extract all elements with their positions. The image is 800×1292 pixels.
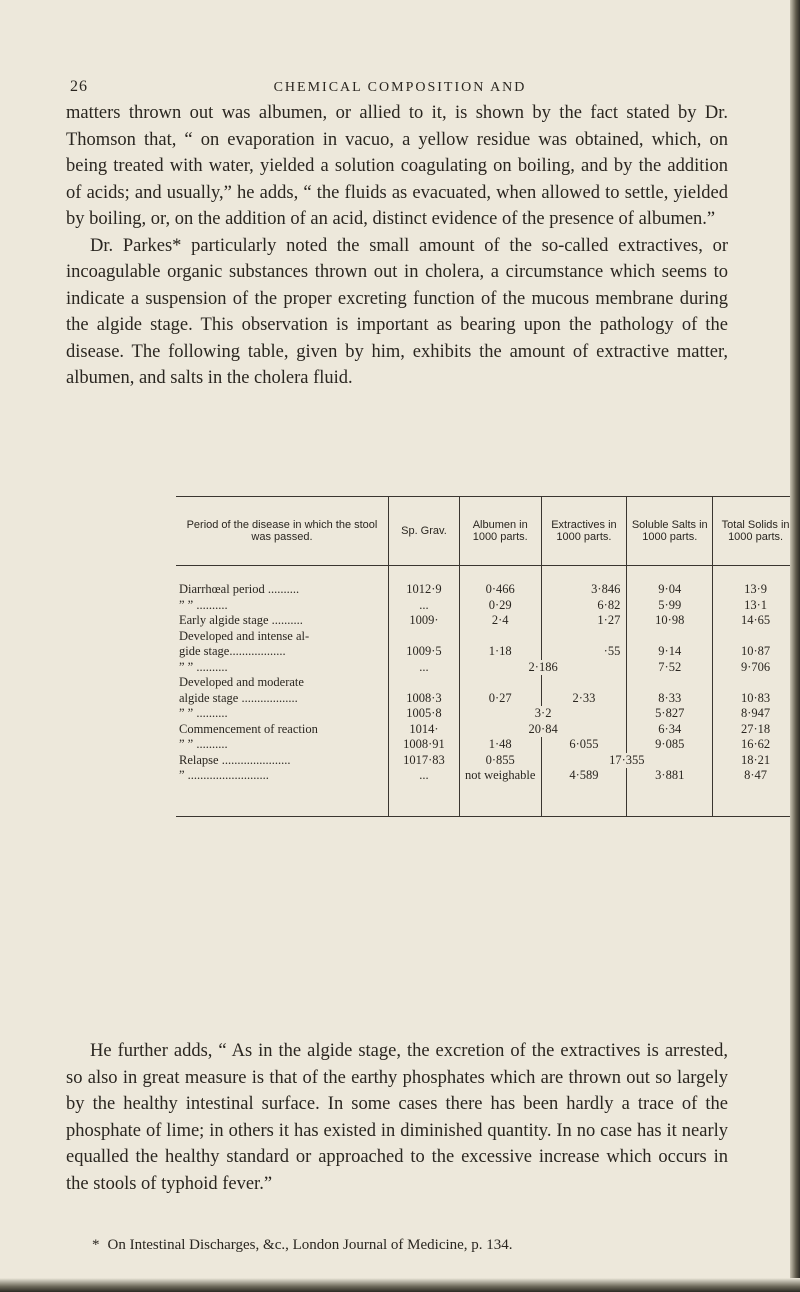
cell-period: Commencement of reaction xyxy=(179,721,318,736)
col-header-total-solids: Total Solids in 1000 parts. xyxy=(713,497,798,566)
cell-total-solids: 13·1 xyxy=(713,598,798,614)
cell-extractives-salts-combined: 17·355 xyxy=(541,753,713,769)
paragraph: matters thrown out was albumen, or allied to it, is shown by the fact stated by Dr. Thomson that, “ on evaporation in vacuo, a yellow residue was obtained, which, on being treated with water, yielded a solution coagulating on boiling, and by the addition of acids; and usually,” he adds, “ the fluids as evacuated, when allowed to settle, yielded by boiling, or, on the addition of an acid, distinct evidence of the presence of albumen.” xyxy=(66,103,728,229)
cell-sp-grav: 1017·83 xyxy=(388,753,459,769)
cell-sp-grav: 1012·9 xyxy=(388,566,459,598)
table-row xyxy=(176,706,798,722)
cell-sp-grav: ... xyxy=(388,598,459,614)
page-bottom-shadow xyxy=(0,1278,800,1292)
col-header-sp-grav: Sp. Grav. xyxy=(388,497,459,566)
cell-albumen-extractives-combined: 2·186 xyxy=(459,660,626,676)
paragraph: Dr. Parkes* particularly noted the small amount of the so-called extractives, or incoagulable organic substances thrown out in cholera, a circumstance which seems to indicate a suspension of the proper excreting function of the mucous membrane during the algide stage. This observation is important as bearing upon the pathology of the disease. The following table, given by him, exhibits the amount of extractive matter, albumen, and salts in the cholera fluid. xyxy=(66,235,728,388)
cell-soluble-salts: 10·98 xyxy=(627,613,713,629)
cell-sp-grav: 1008·91 xyxy=(388,737,459,753)
cell-albumen: 0·855 xyxy=(459,753,541,769)
cell-albumen: 0·29 xyxy=(459,598,541,614)
cell-albumen: 0·27 xyxy=(459,691,541,707)
cell-period: ” ” .......... xyxy=(179,706,228,720)
cell-total-solids: 8·47 xyxy=(713,768,798,816)
cell-soluble-salts xyxy=(627,675,713,691)
cell-period: ” ” .......... xyxy=(179,659,228,674)
cell-sp-grav: 1014· xyxy=(388,722,459,738)
table-row xyxy=(176,566,798,598)
table-row xyxy=(176,629,798,645)
cell-extractives: ·55 xyxy=(541,644,627,660)
cell-albumen: 2·4 xyxy=(459,613,541,629)
cell-extractives: 6·82 xyxy=(541,598,627,614)
cell-period: ” ” .......... xyxy=(179,597,228,612)
table-row xyxy=(176,753,798,769)
col-header-extractives: Extractives in 1000 parts. xyxy=(541,497,627,566)
cell-soluble-salts: 9·14 xyxy=(627,644,713,660)
cell-soluble-salts xyxy=(627,629,713,645)
cell-albumen: not weighable xyxy=(459,768,541,816)
table-row xyxy=(176,598,798,614)
cell-soluble-salts: 9·085 xyxy=(627,737,713,753)
cell-period: Developed and intense al- xyxy=(179,628,310,643)
cell-sp-grav: 1009·5 xyxy=(388,644,459,660)
footnote-text: On Intestinal Discharges, &c., London Journal of Medicine, p. 134. xyxy=(107,1237,513,1253)
table-row xyxy=(176,613,798,629)
cell-total-solids: 27·18 xyxy=(713,722,798,738)
cell-sp-grav: 1008·3 xyxy=(388,691,459,707)
body-text-top xyxy=(66,100,728,392)
cholera-fluid-table xyxy=(176,496,798,817)
cell-period: ” .......................... xyxy=(176,768,388,816)
table-row xyxy=(176,722,798,738)
cell-albumen xyxy=(459,629,541,645)
cell-sp-grav xyxy=(388,629,459,645)
cell-extractives xyxy=(541,675,627,691)
table-row xyxy=(176,675,798,691)
cell-period: gide stage.................. xyxy=(179,644,286,658)
cell-period: Early algide stage .......... xyxy=(179,613,303,627)
table-row xyxy=(176,768,798,816)
cell-sp-grav: 1009· xyxy=(388,613,459,629)
cell-soluble-salts: 6·34 xyxy=(627,722,713,738)
cell-sp-grav: 1005·8 xyxy=(388,706,459,722)
cell-soluble-salts: 9·04 xyxy=(627,566,713,598)
cell-soluble-salts: 7·52 xyxy=(627,660,713,676)
cell-albumen-extractives-combined: 20·84 xyxy=(459,722,626,738)
cell-sp-grav: ... xyxy=(388,660,459,676)
cell-period: Developed and moderate xyxy=(179,675,304,689)
cell-soluble-salts: 8·33 xyxy=(627,691,713,707)
cell-period: ” ” .......... xyxy=(179,737,228,751)
cell-extractives: 1·27 xyxy=(541,613,627,629)
cell-total-solids: 14·65 xyxy=(713,613,798,629)
paragraph: He further adds, “ As in the algide stage, the excretion of the extractives is arrested, so also in great measure is that of the earthy phosphates which are thrown out so largely by the healthy intestinal surface. In some cases there has been hardly a trace of the phosphate of lime; in others it has existed in diminished quantity. In no case has it nearly equalled the healthy standard or approached to the excessive increase which occurs in the stools of typhoid fever.” xyxy=(66,1041,728,1194)
cell-total-solids: 18·21 xyxy=(713,753,798,769)
cell-total-solids xyxy=(713,629,798,645)
cell-albumen: 0·466 xyxy=(459,566,541,598)
cell-albumen xyxy=(459,675,541,691)
col-header-albumen: Albumen in 1000 parts. xyxy=(459,497,541,566)
table-row xyxy=(176,691,798,707)
table-row xyxy=(176,644,798,660)
cell-period: algide stage .................. xyxy=(179,690,298,705)
col-header-period: Period of the disease in which the stool was passed. xyxy=(176,497,388,566)
cell-total-solids: 8·947 xyxy=(713,706,798,722)
col-header-soluble-salts: Soluble Salts in 1000 parts. xyxy=(627,497,713,566)
cell-total-solids: 10·83 xyxy=(713,691,798,707)
cell-soluble-salts: 5·827 xyxy=(627,706,713,722)
footnote-marker: * xyxy=(92,1237,100,1253)
cell-soluble-salts: 5·99 xyxy=(627,598,713,614)
cell-extractives xyxy=(541,629,627,645)
cell-period: Relapse ...................... xyxy=(179,752,291,767)
running-title: CHEMICAL COMPOSITION AND xyxy=(273,80,527,95)
cell-extractives: 6·055 xyxy=(541,737,627,753)
cell-total-solids: 13·9 xyxy=(713,566,798,598)
cell-total-solids xyxy=(713,675,798,691)
cell-extractives: 4·589 xyxy=(541,768,627,816)
cell-albumen: 1·48 xyxy=(459,737,541,753)
cell-sp-grav: ... xyxy=(388,768,459,816)
page-edge-shadow xyxy=(790,0,800,1292)
footnote xyxy=(92,1236,752,1254)
cell-sp-grav xyxy=(388,675,459,691)
cell-extractives: 3·846 xyxy=(541,566,627,598)
page-number: 26 xyxy=(70,78,88,95)
cell-extractives: 2·33 xyxy=(541,691,627,707)
cell-period: Diarrhœal period .......... xyxy=(179,582,300,596)
cell-total-solids: 10·87 xyxy=(713,644,798,660)
table-row xyxy=(176,737,798,753)
table-header-row xyxy=(176,497,798,566)
cell-soluble-salts: 3·881 xyxy=(627,768,713,816)
cell-total-solids: 16·62 xyxy=(713,737,798,753)
cell-albumen-extractives-combined: 3·2 xyxy=(459,706,626,722)
table-row xyxy=(176,660,798,676)
cell-albumen: 1·18 xyxy=(459,644,541,660)
body-text-bottom xyxy=(66,1038,728,1197)
cell-total-solids: 9·706 xyxy=(713,660,798,676)
